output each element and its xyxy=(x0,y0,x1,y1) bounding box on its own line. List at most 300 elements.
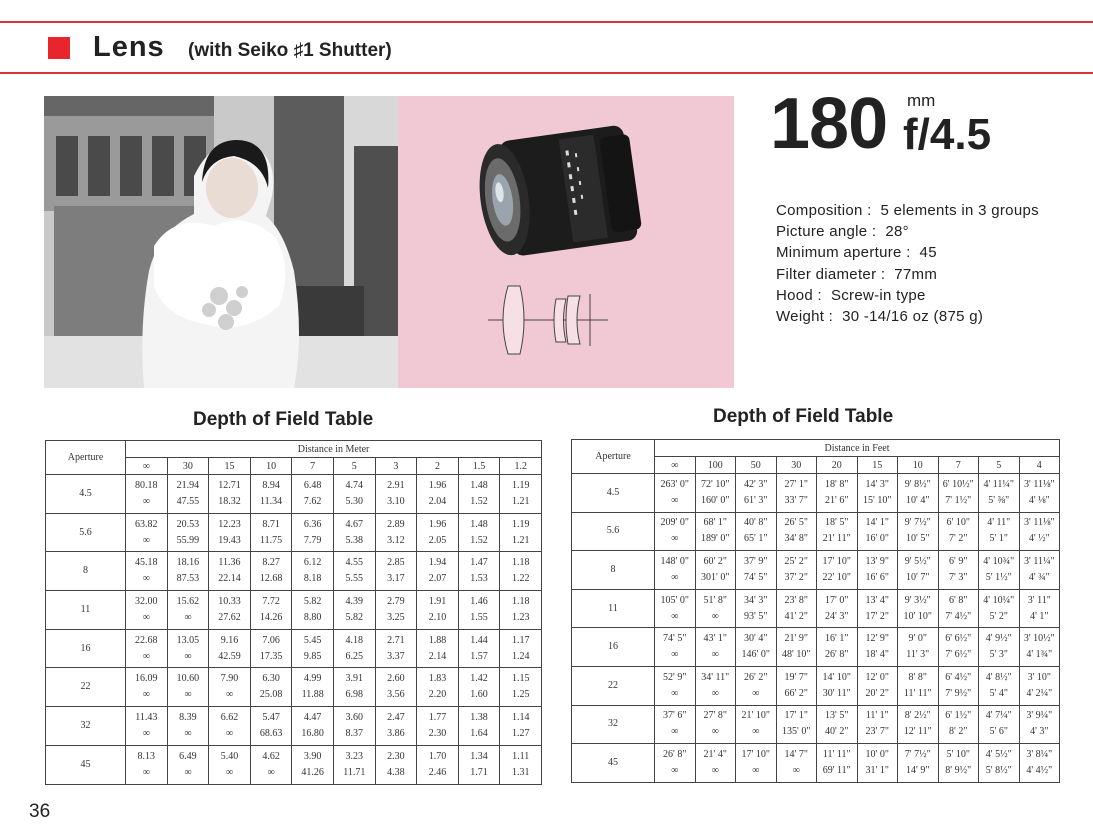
far-limit: 60' 2" xyxy=(703,555,727,567)
dof-cell xyxy=(857,666,898,705)
near-limit: 4.38 xyxy=(387,766,405,778)
spec-composition xyxy=(776,200,1039,221)
near-limit: ∞ xyxy=(671,726,679,738)
near-limit: 55.99 xyxy=(176,534,200,546)
far-limit: 9' 3½" xyxy=(904,594,931,606)
dof-cell xyxy=(979,589,1020,628)
far-limit: 6.30 xyxy=(262,673,280,685)
near-limit: 301' 0" xyxy=(701,571,730,583)
distance-column-header: 20 xyxy=(817,457,858,474)
dof-cell xyxy=(458,475,500,514)
near-limit: 5' 8½" xyxy=(985,764,1012,776)
dof-cell xyxy=(979,666,1020,705)
near-limit: 4' 1¾" xyxy=(1026,649,1053,661)
dof-cell xyxy=(898,512,939,551)
near-limit: 189' 0" xyxy=(701,533,730,545)
far-limit: 3' 10½" xyxy=(1023,633,1055,645)
near-limit: ∞ xyxy=(184,727,192,739)
near-limit: 25.08 xyxy=(259,689,283,701)
near-limit: 47.55 xyxy=(176,495,200,507)
dof-cell xyxy=(857,744,898,783)
near-limit: 5' 6" xyxy=(989,726,1008,738)
near-limit: 2.46 xyxy=(428,766,447,778)
dof-cell xyxy=(375,668,417,707)
near-limit: 20' 2" xyxy=(865,687,889,699)
near-limit: 1.21 xyxy=(511,534,530,546)
dof-cell xyxy=(292,475,334,514)
spec-label: Hood : xyxy=(776,286,822,304)
near-limit: 5.38 xyxy=(345,534,364,546)
dof-cell xyxy=(250,668,292,707)
far-limit: 11' 1" xyxy=(865,710,889,722)
far-limit: 27' 1" xyxy=(784,478,808,490)
near-limit: 16' 0" xyxy=(865,533,889,545)
far-limit: 3.60 xyxy=(345,711,364,723)
far-limit: 7.72 xyxy=(262,595,280,607)
distance-column-header: 1.2 xyxy=(500,458,542,475)
near-limit: 9.85 xyxy=(303,650,322,662)
spec-minimum-aperture xyxy=(776,242,1039,263)
near-limit: 7.62 xyxy=(303,495,322,507)
far-limit: 12' 9" xyxy=(865,633,889,645)
distance-column-header: 10 xyxy=(898,457,939,474)
near-limit: 5.55 xyxy=(345,573,364,585)
dof-cell xyxy=(736,512,777,551)
near-limit: 11.71 xyxy=(343,766,366,778)
near-limit: 21' 11" xyxy=(822,533,851,545)
near-limit: 14' 9" xyxy=(906,764,930,776)
dof-cell xyxy=(167,591,209,630)
far-limit: 25' 2" xyxy=(784,555,808,567)
dof-cell xyxy=(500,745,542,784)
dof-cell xyxy=(417,668,459,707)
near-limit: 42.59 xyxy=(218,650,241,662)
near-limit: 1.23 xyxy=(511,611,530,623)
near-limit: ∞ xyxy=(142,766,150,778)
dof-cell xyxy=(375,552,417,591)
near-limit: 31' 1" xyxy=(865,764,889,776)
dof-cell xyxy=(375,591,417,630)
dof-cell xyxy=(417,629,459,668)
near-limit: ∞ xyxy=(711,764,719,776)
near-limit: 3.17 xyxy=(387,573,405,585)
near-limit: 37' 2" xyxy=(784,571,808,583)
table-row xyxy=(572,551,1060,590)
aperture-cell: 32 xyxy=(46,707,126,746)
near-limit: 8.37 xyxy=(345,727,364,739)
far-limit: 1.18 xyxy=(511,557,530,569)
dof-cell xyxy=(898,744,939,783)
dof-cell xyxy=(979,474,1020,513)
aperture-cell: 4.5 xyxy=(46,475,126,514)
table-row xyxy=(46,629,542,668)
distance-column-header: 15 xyxy=(857,457,898,474)
table-row xyxy=(572,474,1060,513)
far-limit: 23' 8" xyxy=(784,594,808,606)
dof-cell xyxy=(250,707,292,746)
dof-cell xyxy=(817,666,858,705)
dof-cell xyxy=(375,745,417,784)
dof-cell xyxy=(776,628,817,667)
far-limit: 26' 8" xyxy=(663,748,687,760)
dof-cell xyxy=(333,475,375,514)
spec-hood xyxy=(776,285,1039,306)
far-limit: 9' 8½" xyxy=(904,478,931,490)
dof-cell xyxy=(167,745,209,784)
dof-cell xyxy=(417,745,459,784)
far-limit: 5.47 xyxy=(262,711,280,723)
dof-cell xyxy=(1019,666,1060,705)
far-limit: 4' 11¼" xyxy=(983,478,1014,490)
distance-column-header: 5 xyxy=(979,457,1020,474)
near-limit: 16' 6" xyxy=(865,571,889,583)
near-limit: 4' ⅛" xyxy=(1028,494,1050,506)
far-limit: 9.16 xyxy=(220,634,239,646)
dof-cell xyxy=(817,705,858,744)
dof-cell xyxy=(500,475,542,514)
dof-cell xyxy=(979,551,1020,590)
far-limit: 18' 8" xyxy=(825,478,849,490)
dof-cell xyxy=(938,628,979,667)
spec-value: 45 xyxy=(919,244,937,262)
dof-cell xyxy=(250,629,292,668)
far-limit: 32.00 xyxy=(135,595,158,607)
near-limit: ∞ xyxy=(671,687,679,699)
near-limit: ∞ xyxy=(184,766,192,778)
dof-cell xyxy=(250,745,292,784)
far-limit: 263' 0" xyxy=(660,478,689,490)
near-limit: ∞ xyxy=(225,727,234,739)
near-limit: 7' 4½" xyxy=(945,610,972,622)
dof-cell xyxy=(736,744,777,783)
focal-length: 180 xyxy=(770,84,888,164)
spec-label: Composition : xyxy=(776,202,872,219)
dof-cell xyxy=(292,552,334,591)
dof-cell xyxy=(898,589,939,628)
spec-label: Picture angle : xyxy=(776,223,877,241)
aperture-cell: 32 xyxy=(572,705,655,744)
dof-cell xyxy=(695,666,736,705)
near-limit: 4' 2¼" xyxy=(1026,687,1053,699)
distance-header: Distance in Meter xyxy=(126,441,542,458)
far-limit: 2.60 xyxy=(387,673,405,685)
far-limit: 5.40 xyxy=(220,750,239,762)
far-limit: 1.15 xyxy=(511,673,530,685)
table-row xyxy=(572,744,1060,783)
far-limit: 9' 7½" xyxy=(904,517,931,529)
table-row xyxy=(46,552,542,591)
near-limit: 33' 7" xyxy=(784,494,808,506)
distance-column-header: ∞ xyxy=(126,458,168,475)
section-marker xyxy=(48,37,70,59)
near-limit: 7' 3" xyxy=(949,571,968,583)
near-limit: 1.53 xyxy=(470,573,488,585)
dof-cell xyxy=(167,552,209,591)
far-limit: 26' 2" xyxy=(744,671,768,683)
feet-dof-table xyxy=(571,439,1060,783)
dof-cell xyxy=(333,668,375,707)
far-limit: 72' 10" xyxy=(701,478,730,490)
far-limit: 14' 3" xyxy=(865,478,889,490)
near-limit: 6.98 xyxy=(345,689,364,701)
near-limit: 48' 10" xyxy=(782,649,811,661)
near-limit: 24' 3" xyxy=(825,610,849,622)
dof-cell xyxy=(1019,628,1060,667)
dof-cell xyxy=(736,474,777,513)
far-limit: 12' 0" xyxy=(865,671,889,683)
far-limit: 6.12 xyxy=(303,557,322,569)
dof-cell xyxy=(655,589,696,628)
far-limit: 6' 6½" xyxy=(945,633,972,645)
near-limit: 69' 11" xyxy=(822,764,851,776)
near-limit: 5.30 xyxy=(345,495,364,507)
far-limit: 3' 11" xyxy=(1027,594,1051,606)
far-limit: 52' 9" xyxy=(663,671,687,683)
far-limit: 8.27 xyxy=(262,557,280,569)
near-limit: 17.35 xyxy=(259,650,283,662)
near-limit: 15' 10" xyxy=(863,494,892,506)
distance-column-header: 10 xyxy=(250,458,292,475)
near-limit: 16.80 xyxy=(301,727,324,739)
distance-column-header: ∞ xyxy=(655,457,696,474)
dof-cell xyxy=(292,745,334,784)
dof-cell xyxy=(167,475,209,514)
near-limit: 4' 1" xyxy=(1030,610,1049,622)
near-limit: 5' 3" xyxy=(989,649,1008,661)
near-limit: 5' 4" xyxy=(989,687,1008,699)
near-limit: 41' 2" xyxy=(784,610,808,622)
near-limit: 3.56 xyxy=(387,689,405,701)
dof-cell xyxy=(417,591,459,630)
near-limit: 5.82 xyxy=(345,611,364,623)
near-limit: 2.30 xyxy=(428,727,447,739)
dof-cell xyxy=(167,668,209,707)
near-limit: 3.25 xyxy=(387,611,405,623)
dof-cell xyxy=(695,589,736,628)
near-limit: 3.86 xyxy=(387,727,405,739)
far-limit: 7.90 xyxy=(220,673,239,685)
far-limit: 8.71 xyxy=(262,518,280,530)
far-limit: 1.96 xyxy=(428,518,447,530)
near-limit: 17' 2" xyxy=(865,610,889,622)
aperture-cell: 4.5 xyxy=(572,474,655,513)
dof-cell xyxy=(209,552,251,591)
far-limit: 1.48 xyxy=(470,518,488,530)
aperture-cell: 22 xyxy=(46,668,126,707)
dof-cell xyxy=(500,707,542,746)
far-limit: 19' 7" xyxy=(784,671,808,683)
near-limit: 1.60 xyxy=(470,689,488,701)
near-limit: 18.32 xyxy=(218,495,241,507)
dof-cell xyxy=(817,744,858,783)
far-limit: 1.34 xyxy=(470,750,488,762)
far-limit: 2.71 xyxy=(387,634,405,646)
aperture-cell: 11 xyxy=(46,591,126,630)
table-row xyxy=(46,668,542,707)
dof-cell xyxy=(375,707,417,746)
dof-cell xyxy=(898,474,939,513)
dof-cell xyxy=(417,513,459,552)
table-row xyxy=(46,591,542,630)
near-limit: 1.52 xyxy=(470,495,488,507)
near-limit: 1.25 xyxy=(511,689,530,701)
dof-cell xyxy=(167,629,209,668)
far-limit: 5' 10" xyxy=(946,748,970,760)
far-limit: 1.88 xyxy=(428,634,447,646)
far-limit: 3' 11¼" xyxy=(1024,555,1055,567)
near-limit: ∞ xyxy=(752,726,760,738)
far-limit: 27' 8" xyxy=(703,710,727,722)
dof-cell xyxy=(655,628,696,667)
near-limit: 7' 2" xyxy=(949,533,968,545)
dof-cell xyxy=(857,628,898,667)
far-limit: 43' 1" xyxy=(703,633,727,645)
far-limit: 1.19 xyxy=(511,518,530,530)
near-limit: 22.14 xyxy=(218,573,241,585)
far-limit: 10.60 xyxy=(176,673,200,685)
far-limit: 1.46 xyxy=(470,595,488,607)
spec-filter-diameter xyxy=(776,264,1039,285)
far-limit: 4' 10¾" xyxy=(983,555,1015,567)
dof-cell xyxy=(500,513,542,552)
dof-cell xyxy=(817,589,858,628)
far-limit: 1.38 xyxy=(470,711,488,723)
aperture-cell: 45 xyxy=(572,744,655,783)
near-limit: ∞ xyxy=(752,687,760,699)
far-limit: 1.77 xyxy=(428,711,447,723)
far-limit: 1.14 xyxy=(511,711,530,723)
dof-cell xyxy=(1019,589,1060,628)
distance-column-header: 7 xyxy=(292,458,334,475)
dof-cell xyxy=(938,744,979,783)
far-limit: 2.91 xyxy=(387,479,405,491)
far-limit: 8' 8" xyxy=(908,671,927,683)
far-limit: 4.74 xyxy=(345,479,364,491)
far-limit: 4.62 xyxy=(262,750,280,762)
far-limit: 3' 11⅛" xyxy=(1024,478,1055,490)
dof-cell xyxy=(1019,512,1060,551)
far-limit: 17' 0" xyxy=(825,594,849,606)
dof-cell xyxy=(695,628,736,667)
dof-cell xyxy=(938,589,979,628)
near-limit: 11.75 xyxy=(260,534,283,546)
near-limit: 5' 1" xyxy=(989,533,1008,545)
dof-cell xyxy=(776,551,817,590)
near-limit: 11' 3" xyxy=(906,649,930,661)
far-limit: 17' 10" xyxy=(822,555,851,567)
far-limit: 6.62 xyxy=(220,711,239,723)
dof-cell xyxy=(209,513,251,552)
near-limit: ∞ xyxy=(184,650,192,662)
dof-cell xyxy=(979,512,1020,551)
far-limit: 4.67 xyxy=(345,518,364,530)
far-limit: 7' 7½" xyxy=(904,748,931,760)
dof-cell xyxy=(857,589,898,628)
far-limit: 26' 5" xyxy=(784,517,808,529)
spec-label: Minimum aperture : xyxy=(776,244,911,262)
near-limit: 160' 0" xyxy=(701,494,730,506)
dof-cell xyxy=(333,591,375,630)
near-limit: 1.22 xyxy=(511,573,530,585)
far-limit: 2.79 xyxy=(387,595,405,607)
dof-cell xyxy=(375,475,417,514)
near-limit: ∞ xyxy=(792,764,800,776)
dof-cell xyxy=(898,628,939,667)
distance-column-header: 3 xyxy=(375,458,417,475)
far-limit: 2.89 xyxy=(387,518,405,530)
far-limit: 74' 5" xyxy=(663,633,687,645)
dof-cell xyxy=(979,744,1020,783)
near-limit: 4' ½" xyxy=(1028,533,1050,545)
table-row xyxy=(572,628,1060,667)
near-limit: ∞ xyxy=(711,726,719,738)
near-limit: 11' 11" xyxy=(903,687,932,699)
near-limit: 7' 9½" xyxy=(945,687,972,699)
aperture-cell: 11 xyxy=(572,589,655,628)
near-limit: 2.05 xyxy=(428,534,447,546)
near-limit: ∞ xyxy=(225,766,234,778)
far-limit: 1.91 xyxy=(428,595,447,607)
far-limit: 12.71 xyxy=(218,479,241,491)
near-limit: 4' 3" xyxy=(1030,726,1049,738)
header-rule xyxy=(0,72,1093,74)
far-limit: 22.68 xyxy=(135,634,158,646)
dof-cell xyxy=(776,589,817,628)
table-row xyxy=(572,666,1060,705)
far-limit: 1.11 xyxy=(512,750,530,762)
near-limit: 87.53 xyxy=(176,573,200,585)
dof-cell xyxy=(333,629,375,668)
spec-picture-angle xyxy=(776,221,1039,242)
far-limit: 3.91 xyxy=(345,673,364,685)
near-limit: 10' 4" xyxy=(906,494,930,506)
dof-cell xyxy=(1019,474,1060,513)
near-limit: ∞ xyxy=(142,534,150,546)
far-limit: 63.82 xyxy=(135,518,158,530)
far-limit: 1.42 xyxy=(470,673,488,685)
far-limit: 3.90 xyxy=(303,750,322,762)
far-limit: 209' 0" xyxy=(660,517,689,529)
dof-cell xyxy=(209,591,251,630)
distance-column-header: 5 xyxy=(333,458,375,475)
max-aperture: f/4.5 xyxy=(903,110,992,159)
near-limit: ∞ xyxy=(142,727,150,739)
near-limit: ∞ xyxy=(671,494,679,506)
near-limit: ∞ xyxy=(184,611,192,623)
near-limit: ∞ xyxy=(225,689,234,701)
far-limit: 8.94 xyxy=(262,479,280,491)
dof-cell xyxy=(458,668,500,707)
aperture-cell: 16 xyxy=(572,628,655,667)
far-limit: 2.85 xyxy=(387,557,405,569)
aperture-cell: 5.6 xyxy=(46,513,126,552)
dof-cell xyxy=(695,512,736,551)
aperture-cell: 8 xyxy=(46,552,126,591)
near-limit: ∞ xyxy=(184,689,192,701)
dof-cell xyxy=(126,591,168,630)
distance-header: Distance in Feet xyxy=(655,440,1060,457)
far-limit: 6' 8" xyxy=(949,594,968,606)
near-limit: ∞ xyxy=(671,649,679,661)
far-limit: 14' 7" xyxy=(784,748,808,760)
spec-label: Weight : xyxy=(776,308,834,326)
far-limit: 21' 10" xyxy=(741,710,770,722)
distance-column-header: 4 xyxy=(1019,457,1060,474)
near-limit: 1.21 xyxy=(511,495,530,507)
dof-cell xyxy=(655,474,696,513)
dof-cell xyxy=(126,513,168,552)
spec-value: 28° xyxy=(885,223,909,241)
